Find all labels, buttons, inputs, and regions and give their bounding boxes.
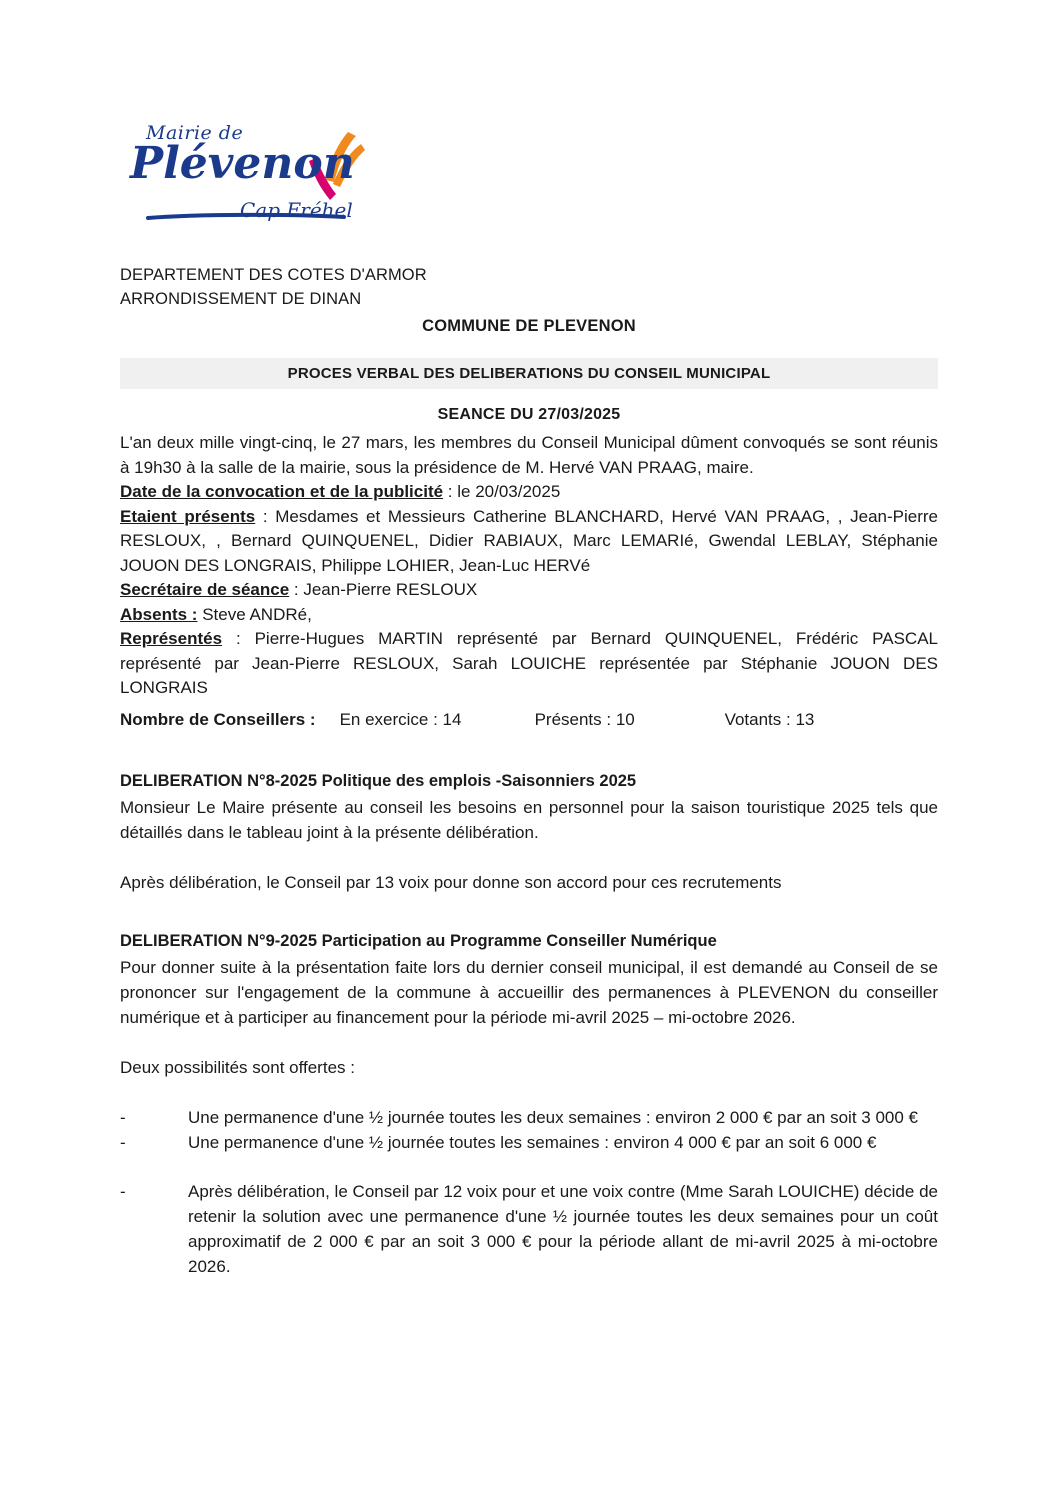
deliberation-8-paragraph-1: Monsieur Le Maire présente au conseil les besoins en personnel pour la saison touristique 2025 tels que détaillés dans le tableau joint à la présente délibération. — [120, 797, 938, 842]
representes-label: Représentés — [120, 629, 223, 648]
commune-line: COMMUNE DE PLEVENON — [422, 317, 636, 335]
deliberation-8-paragraph-2: Après délibération, le Conseil par 13 voix pour donne son accord pour ces recrutements — [120, 872, 782, 892]
convocation-line — [120, 480, 938, 505]
secretaire-line — [120, 578, 938, 603]
bullet-dash: - — [120, 1107, 126, 1127]
document-content — [120, 120, 938, 1279]
deliberation-9-title: DELIBERATION N°9-2025 Participation au Programme Conseiller Numérique — [120, 931, 717, 950]
intro-paragraph: L'an deux mille vingt-cinq, le 27 mars, les membres du Conseil Municipal dûment convoqués se sont réunis à 19h30 à la salle de la mairie, sous la présidence de M. Hervé VAN PRAAG, maire. — [120, 433, 938, 477]
option-2-row — [120, 1130, 938, 1155]
decision-text: Après délibération, le Conseil par 12 voix pour et une voix contre (Mme Sarah LOUICHE) décide de retenir la solution avec une permanence d'une ½ journée toutes les deux semaines pour un coût approximatif de 2 000 € par an soit 3 000 € pour la période allant de mi-avril 2025 à mi-octobre 2026. — [188, 1181, 938, 1276]
paragraph-gap — [120, 1030, 938, 1055]
seance-date: SEANCE DU 27/03/2025 — [437, 406, 621, 423]
option-1-text: Une permanence d'une ½ journée toutes les deux semaines : environ 2 000 € par an soit 3 000 € — [188, 1107, 919, 1127]
absents-label: Absents : — [120, 604, 198, 624]
presents-line — [120, 505, 938, 579]
bullet-dash: - — [120, 1132, 126, 1152]
absents-line — [120, 603, 938, 628]
paragraph-gap — [120, 845, 938, 870]
conseillers-counts — [120, 705, 938, 735]
count-votants: Votants : 13 — [724, 709, 815, 729]
bullet-dash: - — [120, 1181, 126, 1201]
representes-value: : Pierre-Hugues MARTIN représenté par Bernard QUINQUENEL, Frédéric PASCAL représenté par Jean-Pierre RESLOUX, Sarah LOUICHE représentée par Stéphanie JOUON DES LONGRAIS — [120, 629, 938, 697]
secretaire-value: : Jean-Pierre RESLOUX — [289, 580, 478, 599]
deliberation-9 — [120, 929, 938, 1279]
absents-value: Steve ANDRé, — [197, 604, 312, 624]
representes-line — [120, 627, 938, 701]
arrondissement-line: ARRONDISSEMENT DE DINAN — [120, 290, 362, 308]
option-2-text: Une permanence d'une ½ journée toutes les semaines : environ 4 000 € par an soit 6 000 € — [188, 1132, 877, 1152]
presents-value: : Mesdames et Messieurs Catherine BLANCHARD, Hervé VAN PRAAG, , Jean-Pierre RESLOUX, , Bernard QUINQUENEL, Didier RABIAUX, Marc LEMARIé, Gwendal LEBLAY, Stéphanie JOUON DES LONGRAIS, Philippe LOHIER, Jean-Luc HERVé — [120, 506, 939, 575]
department-line: DEPARTEMENT DES COTES D'ARMOR — [120, 266, 427, 284]
convocation-label: Date de la convocation et de la publicité — [120, 482, 444, 501]
conseillers-label: Nombre de Conseillers : — [120, 709, 316, 729]
pv-title-band: PROCES VERBAL DES DELIBERATIONS DU CONSEIL MUNICIPAL — [120, 358, 938, 389]
count-en-exercice: En exercice : 14 — [339, 709, 462, 729]
deliberation-9-paragraph-1: Pour donner suite à la présentation faite lors du dernier conseil municipal, il est demandé au Conseil de se prononcer sur l'engagement de la commune à accueillir des permanences à PLEVENON du conseiller numérique et à participer au financement pour la période mi-avril 2025 – mi-octobre 2026. — [120, 957, 938, 1027]
deliberation-9-paragraph-2: Deux possibilités sont offertes : — [120, 1057, 355, 1077]
convocation-value: : le 20/03/2025 — [443, 482, 561, 501]
option-1-row — [120, 1105, 938, 1130]
paragraph-gap — [120, 1080, 938, 1105]
secretaire-label: Secrétaire de séance — [120, 580, 290, 599]
decision-row — [120, 1179, 938, 1279]
presents-label: Etaient présents — [120, 506, 256, 526]
deliberation-8 — [120, 769, 938, 895]
commune-logo — [128, 120, 358, 235]
logo-mairie-text: Mairie de — [146, 122, 244, 144]
paragraph-gap — [120, 1155, 938, 1179]
count-presents: Présents : 10 — [534, 709, 635, 729]
logo-commune-text: Plévenon — [130, 138, 355, 189]
logo-tagline-text: Cap Fréhel — [240, 198, 353, 222]
deliberation-8-title: DELIBERATION N°8-2025 Politique des emplois -Saisonniers 2025 — [120, 771, 637, 790]
